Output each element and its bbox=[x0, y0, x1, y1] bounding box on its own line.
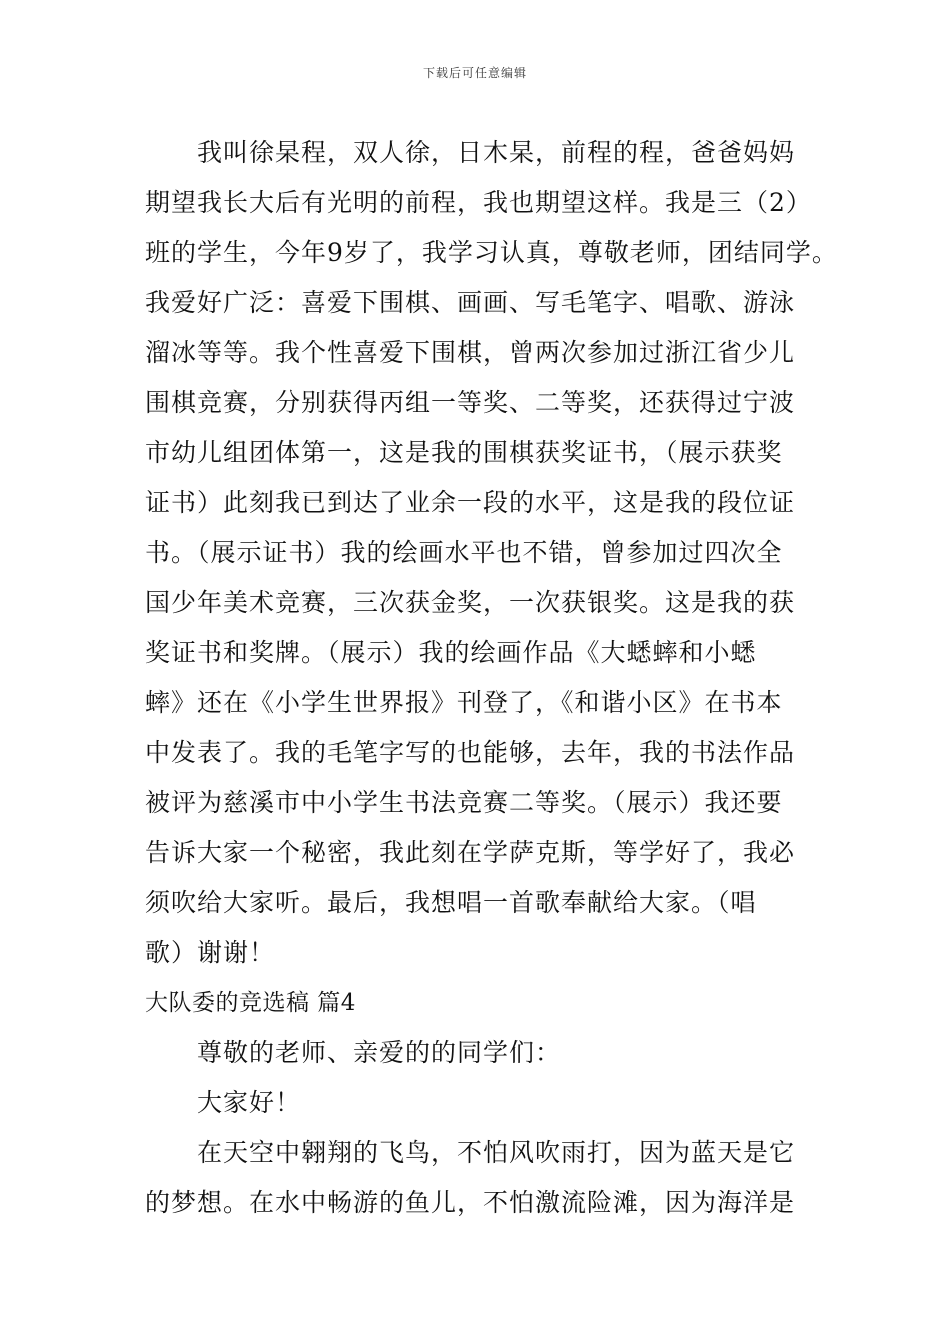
paragraph-line: 被评为慈溪市中小学生书法竞赛二等奖。（展示）我还要 bbox=[145, 788, 783, 817]
paragraph-line: 我叫徐杲程，双人徐，日木杲，前程的程，爸爸妈妈 bbox=[197, 138, 796, 167]
paragraph-line: 班的学生，今年9岁了，我学习认真，尊敬老师，团结同学。 bbox=[145, 238, 838, 267]
paragraph-line: 须吹给大家听。最后，我想唱一首歌奉献给大家。（唱 bbox=[145, 888, 757, 917]
paragraph-line: 市幼儿组团体第一，这是我的围棋获奖证书，（展示获奖 bbox=[145, 438, 783, 467]
paragraph-line: 我爱好广泛：喜爱下围棋、画画、写毛笔字、唱歌、游泳 bbox=[145, 288, 796, 317]
paragraph-line: 奖证书和奖牌。（展示）我的绘画作品《大蟋蟀和小蟋 bbox=[145, 638, 757, 667]
page-header-note: 下载后可任意编辑 bbox=[422, 66, 527, 80]
greeting: 大家好！ bbox=[197, 1088, 302, 1117]
paragraph-line: 书。（展示证书）我的绘画水平也不错，曾参加过四次全 bbox=[145, 538, 783, 567]
paragraph-line: 溜冰等等。我个性喜爱下围棋，曾两次参加过浙江省少儿 bbox=[145, 338, 796, 367]
paragraph-line: 中发表了。我的毛笔字写的也能够，去年，我的书法作品 bbox=[145, 738, 796, 767]
paragraph-line: 在天空中翱翔的飞鸟，不怕风吹雨打，因为蓝天是它 bbox=[197, 1138, 796, 1167]
paragraph-line: 的梦想。在水中畅游的鱼儿，不怕激流险滩，因为海洋是 bbox=[145, 1188, 796, 1217]
paragraph-line: 歌）谢谢！ bbox=[145, 938, 276, 967]
paragraph-line: 期望我长大后有光明的前程，我也期望这样。我是三（2） bbox=[145, 188, 812, 217]
section-title: 大队委的竞选稿 篇4 bbox=[145, 990, 356, 1016]
paragraph-self-introduction bbox=[145, 128, 838, 978]
paragraph-line: 国少年美术竞赛，三次获金奖，一次获银奖。这是我的获 bbox=[145, 588, 796, 617]
document-body bbox=[145, 128, 838, 1228]
paragraph-line: 围棋竞赛，分别获得丙组一等奖、二等奖，还获得过宁波 bbox=[145, 388, 796, 417]
paragraph-line: 蟀》还在《小学生世界报》刊登了，《和谐小区》在书本 bbox=[145, 688, 783, 717]
salutation: 尊敬的老师、亲爱的的同学们： bbox=[197, 1038, 562, 1067]
paragraph-dream bbox=[145, 1128, 825, 1228]
paragraph-line: 告诉大家一个秘密，我此刻在学萨克斯，等学好了，我必 bbox=[145, 838, 796, 867]
paragraph-line: 证书）此刻我已到达了业余一段的水平，这是我的段位证 bbox=[145, 488, 796, 517]
